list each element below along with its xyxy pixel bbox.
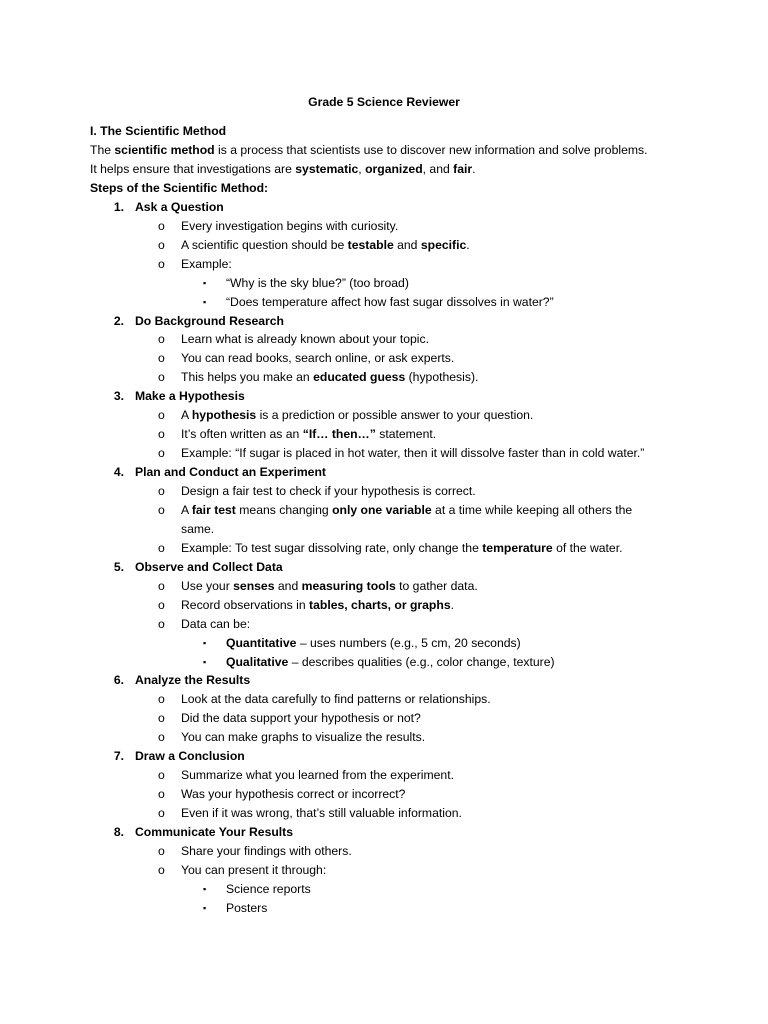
circle-bullet-icon: o (158, 238, 165, 252)
step-title: Communicate Your Results (135, 825, 294, 839)
bullet-text: You can read books, search online, or ask experts. (181, 351, 455, 365)
steps-heading: Steps of the Scientific Method: (90, 181, 269, 195)
step-number: 7. (113, 749, 124, 763)
circle-bullet-icon: o (158, 332, 165, 346)
circle-bullet-icon: o (158, 257, 165, 271)
circle-bullet-icon: o (158, 806, 165, 820)
circle-bullet-icon: o (158, 863, 165, 877)
circle-bullet-icon: o (158, 711, 165, 725)
sub-bullet-text: Science reports (226, 882, 311, 896)
sub-bullet-text: Quantitative – uses numbers (e.g., 5 cm, 20 seconds) (226, 636, 521, 650)
step-title: Plan and Conduct an Experiment (135, 465, 326, 479)
step-number: 6. (113, 673, 124, 687)
sub-bullet-text: Qualitative – describes qualities (e.g., color change, texture) (226, 655, 555, 669)
bullet-text: Even if it was wrong, that’s still valuable information. (181, 806, 462, 820)
bullet-text: Example: (181, 257, 232, 271)
step-number: 5. (113, 560, 124, 574)
circle-bullet-icon: o (158, 768, 165, 782)
step-title: Draw a Conclusion (135, 749, 245, 763)
document-title: Grade 5 Science Reviewer (308, 95, 460, 109)
bullet-text: Share your findings with others. (181, 844, 352, 858)
square-bullet-icon: ▪ (203, 297, 207, 307)
square-bullet-icon: ▪ (203, 278, 207, 288)
bullet-text: Design a fair test to check if your hypothesis is correct. (181, 484, 476, 498)
bullet-text: Did the data support your hypothesis or not? (181, 711, 421, 725)
circle-bullet-icon: o (158, 787, 165, 801)
intro-line-2: It helps ensure that investigations are systematic, organized, and fair. (90, 162, 476, 176)
step-title: Ask a Question (135, 200, 224, 214)
circle-bullet-icon: o (158, 541, 165, 555)
circle-bullet-icon: o (158, 692, 165, 706)
bullet-text: A scientific question should be testable and specific. (181, 238, 470, 252)
step-number: 3. (113, 389, 124, 403)
bullet-text: Example: “If sugar is placed in hot water, then it will dissolve faster than in cold water.” (181, 446, 645, 460)
bullet-text: Look at the data carefully to find patterns or relationships. (181, 692, 491, 706)
step-number: 8. (113, 825, 124, 839)
circle-bullet-icon: o (158, 730, 165, 744)
step-title: Analyze the Results (135, 673, 251, 687)
circle-bullet-icon: o (158, 844, 165, 858)
bullet-text: This helps you make an educated guess (hypothesis). (181, 370, 479, 384)
square-bullet-icon: ▪ (203, 638, 207, 648)
step-number: 1. (113, 200, 124, 214)
square-bullet-icon: ▪ (203, 903, 207, 913)
section-heading: I. The Scientific Method (90, 124, 227, 138)
bullet-text: You can present it through: (181, 863, 327, 877)
circle-bullet-icon: o (158, 503, 165, 517)
circle-bullet-icon: o (158, 408, 165, 422)
step-title: Make a Hypothesis (135, 389, 245, 403)
bullet-text: Summarize what you learned from the experiment. (181, 768, 454, 782)
bullet-text: Use your senses and measuring tools to gather data. (181, 579, 478, 593)
step-title: Observe and Collect Data (135, 560, 283, 574)
circle-bullet-icon: o (158, 598, 165, 612)
sub-bullet-text: Posters (226, 901, 268, 915)
bullet-text: Was your hypothesis correct or incorrect? (181, 787, 406, 801)
circle-bullet-icon: o (158, 370, 165, 384)
bullet-text: Every investigation begins with curiosity. (181, 219, 399, 233)
circle-bullet-icon: o (158, 351, 165, 365)
circle-bullet-icon: o (158, 219, 165, 233)
intro-line-1: The scientific method is a process that scientists use to discover new information and solve problems. (90, 143, 648, 157)
bullet-text-continued: same. (181, 522, 215, 536)
bullet-text: Data can be: (181, 617, 251, 631)
circle-bullet-icon: o (158, 427, 165, 441)
step-number: 2. (113, 314, 124, 328)
square-bullet-icon: ▪ (203, 884, 207, 894)
bullet-text: Learn what is already known about your topic. (181, 332, 429, 346)
step-number: 4. (113, 465, 124, 479)
bullet-text: A fair test means changing only one variable at a time while keeping all others the (181, 503, 633, 517)
sub-bullet-text: “Does temperature affect how fast sugar dissolves in water?” (226, 295, 554, 309)
bullet-text: A hypothesis is a prediction or possible answer to your question. (181, 408, 534, 422)
sub-bullet-text: “Why is the sky blue?” (too broad) (226, 276, 409, 290)
circle-bullet-icon: o (158, 617, 165, 631)
bullet-text: You can make graphs to visualize the results. (181, 730, 426, 744)
square-bullet-icon: ▪ (203, 657, 207, 667)
circle-bullet-icon: o (158, 484, 165, 498)
circle-bullet-icon: o (158, 446, 165, 460)
bullet-text: It’s often written as an “If… then…” statement. (181, 427, 437, 441)
bullet-text: Example: To test sugar dissolving rate, only change the temperature of the water. (181, 541, 623, 555)
step-title: Do Background Research (135, 314, 284, 328)
bullet-text: Record observations in tables, charts, or graphs. (181, 598, 454, 612)
circle-bullet-icon: o (158, 579, 165, 593)
